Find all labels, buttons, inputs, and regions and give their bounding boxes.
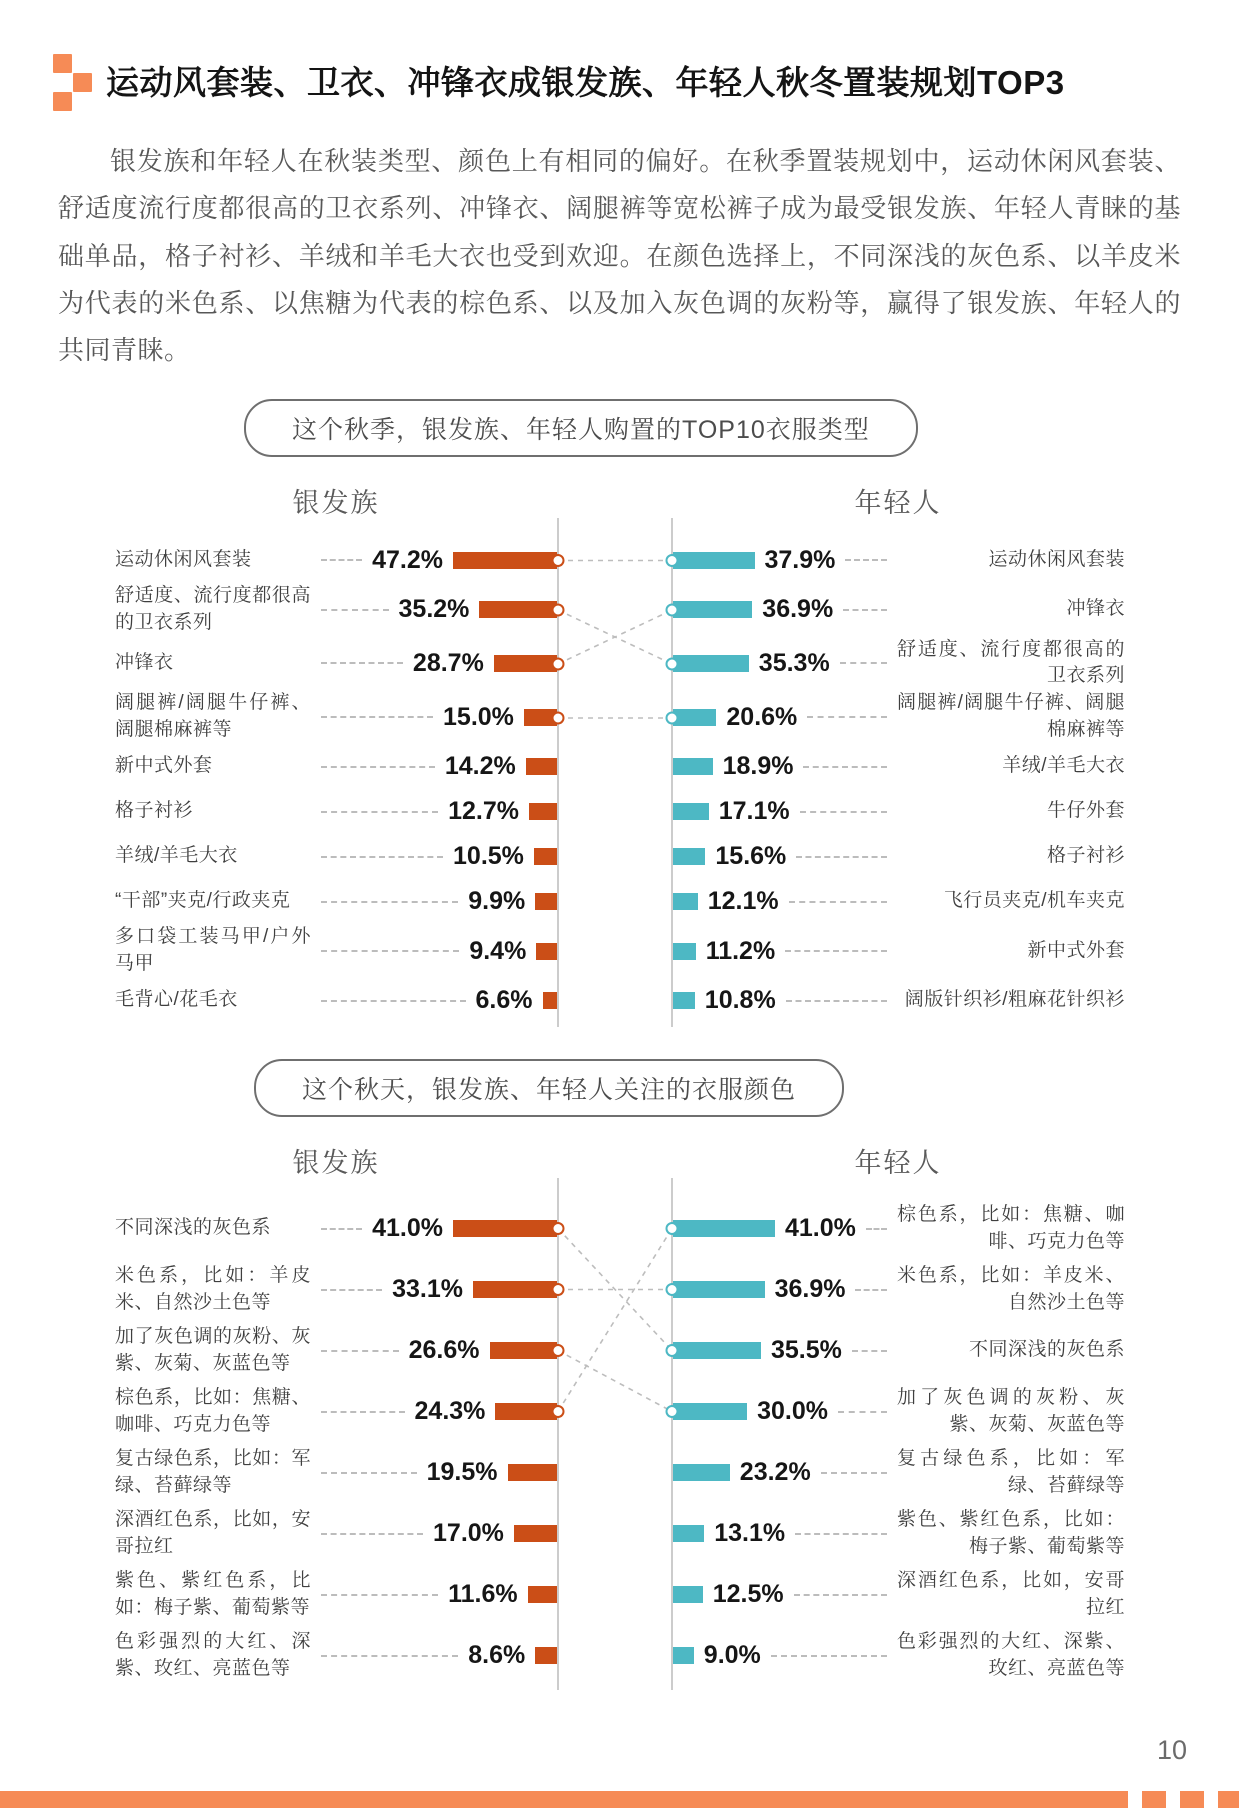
- leader-line: [855, 1289, 887, 1291]
- bar-young: [671, 1281, 765, 1298]
- leader-line: [321, 1472, 417, 1474]
- category-label: 深酒红色系，比如，安哥拉红: [115, 1508, 311, 1557]
- axis-line-right: [671, 518, 673, 1028]
- bar-young: [671, 1342, 761, 1359]
- category-label: 毛背心/花毛衣: [115, 989, 238, 1011]
- right-half: [671, 538, 1125, 583]
- value-label: 8.6%: [468, 1641, 526, 1670]
- chart-row: [115, 538, 1125, 583]
- category-label: 新中式外套: [115, 755, 213, 777]
- leader-line: [796, 856, 887, 858]
- category-label: 飞行员夹克/机车夹克: [943, 890, 1125, 912]
- left-half: [115, 1503, 557, 1564]
- category-label: 色彩强烈的大红、深紫、玫红、亮蓝色等: [115, 1630, 311, 1679]
- bar-silver: [535, 1647, 557, 1664]
- left-half: [115, 879, 557, 924]
- leader-line: [321, 856, 443, 858]
- axis-gap: [557, 879, 671, 924]
- category-label: 冲锋衣: [115, 651, 174, 673]
- leader-line: [321, 1289, 382, 1291]
- bar-young: [671, 1403, 747, 1420]
- bar-silver: [543, 992, 558, 1009]
- value-label: 17.1%: [718, 797, 790, 826]
- footer-bar-segment: [0, 1791, 1128, 1808]
- axis-line-right: [671, 1178, 673, 1690]
- bar-young: [671, 601, 752, 618]
- value-label: 14.2%: [444, 752, 516, 781]
- chart-title-pill: 这个秋季，银发族、年轻人购置的TOP10衣服类型: [244, 399, 918, 457]
- bar-silver: [495, 1403, 557, 1420]
- left-half: [115, 834, 557, 879]
- leader-line: [794, 1594, 887, 1596]
- leader-line: [321, 559, 362, 561]
- bar-silver: [514, 1525, 557, 1542]
- category-label: 阔腿裤/阔腿牛仔裤、阔腿棉麻裤等: [115, 692, 311, 741]
- chart-rows: [115, 534, 1125, 1026]
- left-half: [115, 1198, 557, 1259]
- category-label: 复古绿色系，比如：军绿、苔藓绿等: [115, 1447, 311, 1496]
- right-half: [671, 583, 1125, 637]
- right-half: [671, 924, 1125, 978]
- axis-line-left: [557, 1178, 559, 1690]
- group-headers: [115, 1141, 1125, 1180]
- chart-row: [115, 1503, 1125, 1564]
- category-label: 阔腿裤/阔腿牛仔裤、阔腿棉麻裤等: [897, 692, 1125, 741]
- bar-young: [671, 1647, 694, 1664]
- value-label: 47.2%: [372, 545, 443, 574]
- chart-row: [115, 879, 1125, 924]
- category-label: 不同深浅的灰色系: [968, 1339, 1125, 1361]
- chart-section-clothing-types: [0, 399, 1239, 1026]
- leader-line: [321, 1228, 362, 1230]
- category-label: 新中式外套: [1027, 939, 1125, 961]
- value-label: 19.5%: [426, 1458, 498, 1487]
- bar-young: [671, 803, 709, 820]
- category-label: 复古绿色系，比如：军绿、苔藓绿等: [897, 1447, 1125, 1496]
- page-header: [40, 54, 1181, 112]
- category-label: 牛仔外套: [1046, 800, 1125, 822]
- category-label: 运动休闲风套装: [988, 548, 1125, 570]
- bar-young: [671, 943, 696, 960]
- right-half: [671, 1198, 1125, 1259]
- axis-gap: [557, 744, 671, 789]
- category-label: 米色系，比如：羊皮米、自然沙土色等: [115, 1264, 311, 1313]
- value-label: 24.3%: [414, 1397, 486, 1426]
- axis-gap: [557, 637, 671, 691]
- bar-young: [671, 1220, 775, 1237]
- leader-line: [321, 950, 459, 952]
- value-label: 35.3%: [758, 648, 830, 677]
- leader-line: [786, 1000, 887, 1002]
- bar-young: [671, 1586, 703, 1603]
- value-label: 9.9%: [468, 887, 526, 916]
- axis-line-left: [557, 518, 559, 1028]
- leader-line: [838, 1411, 887, 1413]
- bar-silver: [479, 601, 557, 618]
- bar-silver: [535, 893, 557, 910]
- chart-title-pill: 这个秋天，银发族、年轻人关注的衣服颜色: [254, 1059, 844, 1117]
- chart-row: [115, 1198, 1125, 1259]
- axis-gap: [557, 1564, 671, 1625]
- right-half: [671, 1625, 1125, 1686]
- bar-young: [671, 709, 716, 726]
- value-label: 12.7%: [448, 797, 519, 826]
- category-label: 深酒红色系，比如，安哥拉红: [897, 1569, 1125, 1618]
- leader-line: [785, 950, 887, 952]
- value-label: 17.0%: [433, 1519, 504, 1548]
- category-label: 紫色、紫红色系，比如：梅子紫、葡萄紫等: [115, 1569, 311, 1618]
- footer-bar-square: [1218, 1791, 1239, 1808]
- left-half: [115, 538, 557, 583]
- left-half: [115, 1320, 557, 1381]
- leader-line: [843, 609, 887, 611]
- value-label: 9.4%: [469, 936, 527, 965]
- footer-accent-bar: [0, 1791, 1239, 1808]
- category-label: 羊绒/羊毛大衣: [115, 845, 238, 867]
- bar-young: [671, 848, 705, 865]
- axis-gap: [557, 1503, 671, 1564]
- right-half: [671, 879, 1125, 924]
- left-half: [115, 978, 557, 1023]
- right-half: [671, 978, 1125, 1023]
- right-half: [671, 1381, 1125, 1442]
- chart-row: [115, 744, 1125, 789]
- axis-gap: [557, 1259, 671, 1320]
- category-label: 运动休闲风套装: [115, 548, 252, 570]
- left-half: [115, 583, 557, 637]
- value-label: 30.0%: [757, 1397, 828, 1426]
- value-label: 12.5%: [712, 1580, 784, 1609]
- right-half: [671, 1503, 1125, 1564]
- leader-line: [321, 1000, 466, 1002]
- right-half: [671, 834, 1125, 879]
- leader-line: [800, 811, 887, 813]
- chart-rows: [115, 1194, 1125, 1688]
- value-label: 36.9%: [774, 1275, 846, 1304]
- bar-silver: [526, 758, 557, 775]
- left-half: [115, 1259, 557, 1320]
- bar-young: [671, 655, 749, 672]
- category-label: 米色系，比如：羊皮米、自然沙土色等: [897, 1264, 1125, 1313]
- leader-line: [321, 766, 435, 768]
- value-label: 9.0%: [703, 1641, 761, 1670]
- value-label: 11.2%: [705, 936, 776, 965]
- butterfly-chart-clothing-colors: [115, 1141, 1125, 1688]
- leader-line: [803, 766, 887, 768]
- leader-line: [321, 1655, 458, 1657]
- category-label: 加了灰色调的灰粉、灰紫、灰菊、灰蓝色等: [897, 1386, 1125, 1435]
- leader-line: [321, 1533, 423, 1535]
- category-label: 格子衬衫: [1046, 845, 1125, 867]
- axis-gap: [557, 1198, 671, 1259]
- chart-row: [115, 1625, 1125, 1686]
- leader-line: [852, 1350, 887, 1352]
- group-header-young: 年轻人: [854, 487, 942, 518]
- axis-gap: [557, 1381, 671, 1442]
- chart-row: [115, 1259, 1125, 1320]
- category-label: 多口袋工装马甲/户外马甲: [115, 926, 311, 975]
- value-label: 6.6%: [475, 986, 533, 1015]
- leader-line: [321, 1594, 438, 1596]
- chart-row: [115, 1320, 1125, 1381]
- left-half: [115, 1381, 557, 1442]
- leader-line: [845, 559, 887, 561]
- bar-silver: [528, 1586, 557, 1603]
- leader-line: [321, 1350, 399, 1352]
- category-label: 羊绒/羊毛大衣: [1002, 755, 1125, 777]
- value-label: 26.6%: [408, 1336, 480, 1365]
- bar-silver: [494, 655, 557, 672]
- leader-line: [807, 716, 887, 718]
- chart-row: [115, 834, 1125, 879]
- category-label: 冲锋衣: [1066, 598, 1125, 620]
- category-label: 棕色系，比如：焦糖、咖啡、巧克力色等: [897, 1203, 1125, 1252]
- bar-young: [671, 552, 755, 569]
- value-label: 15.0%: [443, 702, 514, 731]
- category-label: 舒适度、流行度都很高的卫衣系列: [115, 584, 311, 633]
- value-label: 41.0%: [785, 1214, 856, 1243]
- right-half: [671, 789, 1125, 834]
- bar-silver: [453, 552, 557, 569]
- value-label: 23.2%: [739, 1458, 811, 1487]
- axis-gap: [557, 789, 671, 834]
- right-half: [671, 1442, 1125, 1503]
- left-half: [115, 1564, 557, 1625]
- right-half: [671, 637, 1125, 691]
- axis-gap: [557, 834, 671, 879]
- value-label: 33.1%: [392, 1275, 463, 1304]
- value-label: 35.2%: [398, 595, 470, 624]
- bar-young: [671, 1525, 704, 1542]
- leader-line: [789, 901, 887, 903]
- group-header-silver: 银发族: [292, 487, 380, 518]
- value-label: 20.6%: [726, 702, 798, 731]
- chart-row: [115, 690, 1125, 744]
- value-label: 10.8%: [704, 986, 776, 1015]
- intro-paragraph: 银发族和年轻人在秋装类型、颜色上有相同的偏好。在秋季置装规划中，运动休闲风套装、舒适度流行度都很高的卫衣系列、冲锋衣、阔腿裤等宽松裤子成为最受银发族、年轻人青睐的基础单品，格子衬衫、羊绒和羊毛大衣也受到欢迎。在颜色选择上，不同深浅的灰色系、以羊皮米为代表的米色系、以焦糖为代表的棕色系、以及加入灰色调的灰粉等，赢得了银发族、年轻人的共同青睐。: [58, 146, 1181, 366]
- footer-bar-square: [1142, 1791, 1166, 1808]
- value-label: 15.6%: [715, 842, 787, 871]
- category-label: 舒适度、流行度都很高的卫衣系列: [897, 638, 1125, 687]
- left-half: [115, 789, 557, 834]
- bar-silver: [453, 1220, 557, 1237]
- left-half: [115, 637, 557, 691]
- left-half: [115, 1442, 557, 1503]
- leader-line: [821, 1472, 887, 1474]
- bar-young: [671, 893, 698, 910]
- chart-row: [115, 1564, 1125, 1625]
- value-label: 11.6%: [448, 1580, 518, 1609]
- value-label: 18.9%: [722, 752, 794, 781]
- right-half: [671, 1320, 1125, 1381]
- bar-silver: [490, 1342, 558, 1359]
- chart-row: [115, 978, 1125, 1023]
- right-half: [671, 1259, 1125, 1320]
- category-label: 色彩强烈的大红、深紫、玫红、亮蓝色等: [897, 1630, 1125, 1679]
- bar-silver: [536, 943, 557, 960]
- right-half: [671, 690, 1125, 744]
- axis-gap: [557, 583, 671, 637]
- chart-row: [115, 637, 1125, 691]
- value-label: 10.5%: [453, 842, 524, 871]
- chart-section-clothing-colors: [0, 1059, 1239, 1688]
- axis-gap: [557, 978, 671, 1023]
- group-header-young: 年轻人: [854, 1148, 942, 1179]
- group-headers: [115, 481, 1125, 520]
- page-title: 运动风套装、卫衣、冲锋衣成银发族、年轻人秋冬置装规划TOP3: [106, 64, 1065, 102]
- group-header-silver: 银发族: [292, 1148, 380, 1179]
- category-label: 加了灰色调的灰粉、灰紫、灰菊、灰蓝色等: [115, 1325, 311, 1374]
- leader-line: [771, 1655, 887, 1657]
- leader-line: [795, 1533, 887, 1535]
- category-label: 棕色系，比如：焦糖、咖啡、巧克力色等: [115, 1386, 311, 1435]
- category-label: 不同深浅的灰色系: [115, 1217, 272, 1239]
- category-label: 格子衬衫: [115, 800, 194, 822]
- chart-row: [115, 1381, 1125, 1442]
- leader-line: [321, 811, 438, 813]
- category-label: 阔版针织衫/粗麻花针织衫: [904, 989, 1125, 1011]
- leader-line: [321, 1411, 405, 1413]
- left-half: [115, 924, 557, 978]
- category-label: “干部”夹克/行政夹克: [115, 890, 291, 912]
- value-label: 36.9%: [762, 595, 834, 624]
- axis-gap: [557, 1320, 671, 1381]
- bar-silver: [473, 1281, 557, 1298]
- butterfly-chart-clothing-types: [115, 481, 1125, 1026]
- category-label: 紫色、紫红色系，比如：梅子紫、葡萄紫等: [897, 1508, 1125, 1557]
- left-half: [115, 690, 557, 744]
- axis-gap: [557, 1625, 671, 1686]
- logo-squares-icon: [40, 54, 94, 112]
- bar-silver: [534, 848, 557, 865]
- bar-young: [671, 1464, 730, 1481]
- axis-gap: [557, 690, 671, 744]
- value-label: 12.1%: [707, 887, 779, 916]
- right-half: [671, 744, 1125, 789]
- value-label: 28.7%: [412, 648, 484, 677]
- leader-line: [321, 901, 458, 903]
- chart-row: [115, 1442, 1125, 1503]
- leader-line: [321, 609, 389, 611]
- leader-line: [840, 662, 887, 664]
- axis-gap: [557, 538, 671, 583]
- footer-bar-square: [1180, 1791, 1204, 1808]
- right-half: [671, 1564, 1125, 1625]
- leader-line: [321, 662, 403, 664]
- axis-gap: [557, 1442, 671, 1503]
- value-label: 41.0%: [372, 1214, 443, 1243]
- bar-silver: [529, 803, 557, 820]
- value-label: 13.1%: [714, 1519, 786, 1548]
- axis-gap: [557, 924, 671, 978]
- page-number: 10: [1156, 1735, 1187, 1765]
- bar-silver: [524, 709, 557, 726]
- leader-line: [866, 1228, 887, 1230]
- chart-row: [115, 789, 1125, 834]
- bar-young: [671, 758, 713, 775]
- chart-row: [115, 583, 1125, 637]
- chart-row: [115, 924, 1125, 978]
- value-label: 37.9%: [764, 545, 836, 574]
- bar-young: [671, 992, 695, 1009]
- left-half: [115, 1625, 557, 1686]
- bar-silver: [508, 1464, 558, 1481]
- left-half: [115, 744, 557, 789]
- value-label: 35.5%: [771, 1336, 842, 1365]
- leader-line: [321, 716, 433, 718]
